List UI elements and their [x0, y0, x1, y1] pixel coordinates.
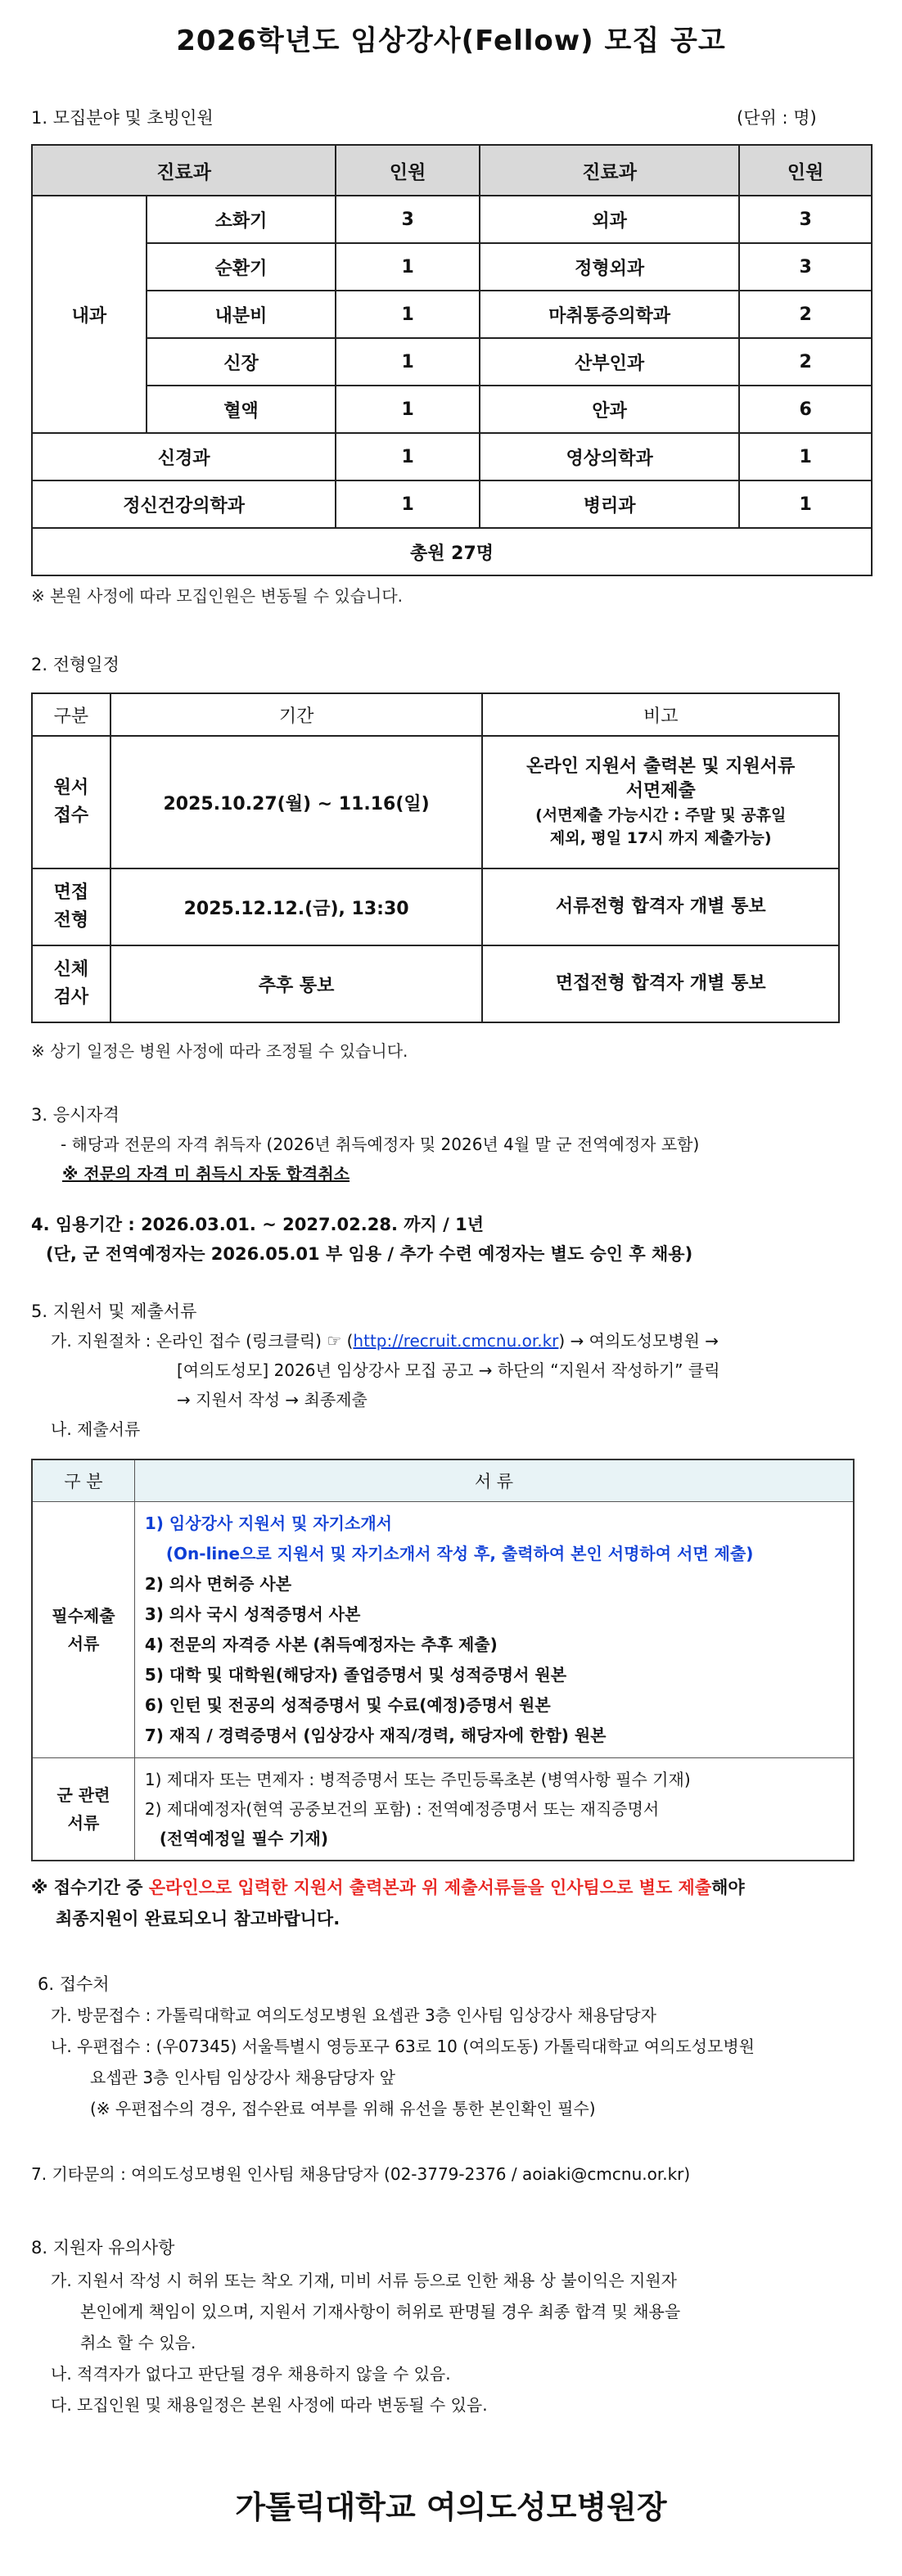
- count-cell: 1: [336, 291, 480, 338]
- required-docs-label: [32, 1502, 134, 1758]
- header-dept-2: 진료과: [480, 145, 739, 196]
- table-row: [32, 386, 872, 433]
- list-item: 4) 전문의 자격증 사본 (취득예정자는 추후 제출): [144, 1635, 498, 1654]
- count-cell: 1: [336, 338, 480, 386]
- count-cell: 1: [336, 386, 480, 433]
- table-row: [32, 1758, 854, 1861]
- header-category: 구 분: [32, 1459, 134, 1502]
- stage-label-line: 신체: [53, 959, 89, 980]
- list-item: 1) 제대자 또는 면제자 : 병적증명서 또는 주민등록초본 (병역사항 필수 기재): [144, 1770, 691, 1789]
- dept-cell: 안과: [480, 386, 739, 433]
- dept-cell: 마취통증의학과: [480, 291, 739, 338]
- header-count: 인원: [336, 145, 480, 196]
- application-procedure: [51, 1328, 719, 1354]
- visit-submission: 가. 방문접수 : 가톨릭대학교 여의도성모병원 요셉관 3층 인사팀 임상강사 채용담당자: [51, 2005, 656, 2025]
- documents-label: 나. 제출서류: [51, 1419, 141, 1439]
- stage-label: [32, 868, 110, 945]
- stage-remark: [482, 736, 839, 868]
- count-cell: 6: [739, 386, 872, 433]
- schedule-note: ※ 상기 일정은 병원 사정에 따라 조정될 수 있습니다.: [31, 1041, 408, 1061]
- documents-table: [31, 1459, 855, 1861]
- mail-submission-line-2: 요셉관 3층 인사팀 임상강사 채용담당자 앞: [90, 2068, 395, 2087]
- stage-label-line: 전형: [53, 910, 89, 931]
- dept-cell: 소화기: [147, 196, 336, 243]
- stage-label-line: 원서: [53, 778, 89, 798]
- table-row: [32, 291, 872, 338]
- hospital-director-signature: 가톨릭대학교 여의도성모병원장: [235, 2489, 667, 2525]
- procedure-text: 가. 지원절차 : 온라인 접수 (링크클릭) ☞ (: [51, 1331, 354, 1351]
- caution-c: 다. 모집인원 및 채용일정은 본원 사정에 따라 변동될 수 있음.: [51, 2395, 488, 2415]
- appointment-period: 4. 임용기간 : 2026.03.01. ~ 2027.02.28. 까지 / 1년: [31, 1215, 485, 1234]
- internal-medicine-group: 내과: [32, 196, 147, 433]
- procedure-line-3: → 지원서 작성 → 최종제출: [177, 1390, 368, 1410]
- caution-a-line-1: 가. 지원서 작성 시 허위 또는 착오 기재, 미비 서류 등으로 인한 채용 상 불이익은 지원자: [51, 2271, 677, 2290]
- recruit-table: [31, 144, 873, 576]
- dept-cell: 산부인과: [480, 338, 739, 386]
- list-item: (전역예정일 필수 기재): [159, 1829, 328, 1848]
- stage-label: [32, 945, 110, 1022]
- schedule-table: [31, 692, 840, 1023]
- contact-info: 7. 기타문의 : 여의도성모병원 인사팀 채용담당자 (02-3779-2376 / aoiaki@cmcnu.or.kr): [31, 2164, 691, 2184]
- caution-b: 나. 적격자가 없다고 판단될 경우 채용하지 않을 수 있음.: [51, 2364, 451, 2384]
- dept-cell: 정형외과: [480, 243, 739, 291]
- dept-cell: 혈액: [147, 386, 336, 433]
- list-item: 1) 임상강사 지원서 및 자기소개서: [144, 1514, 392, 1533]
- category-line: 필수제출: [52, 1606, 115, 1626]
- stage-label: [32, 736, 110, 868]
- stage-label-line: 검사: [53, 987, 89, 1008]
- required-docs-list: [134, 1502, 854, 1758]
- table-row: [32, 528, 872, 575]
- count-cell: 3: [336, 196, 480, 243]
- section-5-heading: 5. 지원서 및 제출서류: [31, 1302, 197, 1321]
- header-dept: 진료과: [32, 145, 336, 196]
- remark-line: 서면제출: [625, 781, 696, 801]
- dept-cell: 신경과: [32, 433, 336, 480]
- section-8-heading: 8. 지원자 유의사항: [31, 2238, 175, 2258]
- category-line: 군 관련: [56, 1785, 110, 1805]
- dept-cell: 내분비: [147, 291, 336, 338]
- stage-period: 2025.10.27(월) ~ 11.16(일): [110, 736, 483, 868]
- mail-submission-note: (※ 우편접수의 경우, 접수완료 여부를 위해 유선을 통한 본인확인 필수): [90, 2099, 596, 2118]
- header-remark: 비고: [482, 693, 839, 736]
- count-cell: 2: [739, 338, 872, 386]
- recruit-note: ※ 본원 사정에 따라 모집인원은 변동될 수 있습니다.: [31, 586, 404, 606]
- page-title: 2026학년도 임상강사(Fellow) 모집 공고: [176, 25, 726, 57]
- count-cell: 3: [739, 196, 872, 243]
- remark-line: 온라인 지원서 출력본 및 지원서류: [526, 756, 796, 777]
- count-cell: 2: [739, 291, 872, 338]
- dept-cell: 순환기: [147, 243, 336, 291]
- header-category: 구분: [32, 693, 110, 736]
- stage-remark: 면접전형 합격자 개별 통보: [482, 945, 839, 1022]
- list-item: 3) 의사 국시 성적증명서 사본: [144, 1604, 361, 1624]
- header-period: 기간: [110, 693, 483, 736]
- stage-period: 추후 통보: [110, 945, 483, 1022]
- table-row: [32, 736, 839, 868]
- table-row: [32, 480, 872, 528]
- category-line: 서류: [67, 1813, 100, 1833]
- submission-notice: [31, 1874, 745, 1901]
- count-cell: 1: [739, 433, 872, 480]
- caution-a-line-3: 취소 할 수 있음.: [80, 2333, 196, 2353]
- count-cell: 1: [336, 243, 480, 291]
- caution-a-line-2: 본인에게 책임이 있으며, 지원서 기재사항이 허위로 판명될 경우 최종 합격 및 채용을: [80, 2302, 681, 2321]
- header-count-2: 인원: [739, 145, 872, 196]
- notice-text: ※ 접수기간 중: [31, 1878, 149, 1897]
- section-6-heading: 6. 접수처: [38, 1974, 110, 1994]
- dept-cell: 병리과: [480, 480, 739, 528]
- recruit-link[interactable]: http://recruit.cmcnu.or.kr: [353, 1331, 559, 1351]
- procedure-text: ) → 여의도성모병원 →: [558, 1331, 719, 1351]
- stage-label-line: 면접: [53, 882, 89, 903]
- notice-highlight: 온라인으로 입력한 지원서 출력본과 위 제출서류들을 인사팀으로 별도 제출: [148, 1878, 712, 1897]
- qualification-line: - 해당과 전문의 자격 취득자 (2026년 취득예정자 및 2026년 4월 말 군 전역예정자 포함): [61, 1135, 700, 1154]
- table-row: [32, 196, 872, 243]
- count-cell: 1: [739, 480, 872, 528]
- procedure-line-2: [여의도성모] 2026년 임상강사 모집 공고 → 하단의 “지원서 작성하기” 클릭: [177, 1360, 720, 1380]
- section-3-heading: 3. 응시자격: [31, 1105, 120, 1125]
- military-docs-label: [32, 1758, 134, 1861]
- table-row: [32, 433, 872, 480]
- table-row: [32, 243, 872, 291]
- list-item: 7) 재직 / 경력증명서 (임상강사 재직/경력, 해당자에 한함) 원본: [144, 1726, 607, 1745]
- count-cell: 1: [336, 480, 480, 528]
- remark-line: (서면제출 가능시간 : 주말 및 공휴일: [535, 806, 787, 824]
- stage-remark: 서류전형 합격자 개별 통보: [482, 868, 839, 945]
- header-documents: 서 류: [134, 1459, 854, 1502]
- list-item: 6) 인턴 및 전공의 성적증명서 및 수료(예정)증명서 원본: [144, 1695, 551, 1715]
- table-row: [32, 868, 839, 945]
- appointment-note: (단, 군 전역예정자는 2026.05.01 부 임용 / 추가 수련 예정자는 별도 승인 후 채용): [46, 1244, 693, 1264]
- table-row: [32, 945, 839, 1022]
- dept-cell: 외과: [480, 196, 739, 243]
- section-2-heading: 2. 전형일정: [31, 655, 120, 674]
- recruit-table-header: [32, 145, 872, 196]
- dept-cell: 신장: [147, 338, 336, 386]
- stage-label-line: 접수: [53, 805, 89, 826]
- list-item: 2) 제대예정자(현역 공중보건의 포함) : 전역예정증명서 또는 재직증명서: [144, 1799, 660, 1819]
- list-item: 5) 대학 및 대학원(해당자) 졸업증명서 및 성적증명서 원본: [144, 1665, 567, 1685]
- schedule-table-header: [32, 693, 839, 736]
- military-docs-list: [134, 1758, 854, 1861]
- dept-cell: 영상의학과: [480, 433, 739, 480]
- unit-label: (단위 : 명): [737, 108, 817, 128]
- notice-text: 해야: [711, 1878, 745, 1897]
- dept-cell: 정신건강의학과: [32, 480, 336, 528]
- table-row: [32, 338, 872, 386]
- section-1-heading: 1. 모집분야 및 초빙인원: [31, 108, 214, 128]
- submission-notice-line-2: 최종지원이 완료되오니 참고바랍니다.: [56, 1909, 341, 1929]
- count-cell: 3: [739, 243, 872, 291]
- qualification-warning: ※ 전문의 자격 미 취득시 자동 합격취소: [62, 1164, 350, 1184]
- stage-period: 2025.12.12.(금), 13:30: [110, 868, 483, 945]
- list-item: 2) 의사 면허증 사본: [144, 1574, 292, 1594]
- remark-line: 제외, 평일 17시 까지 제출가능): [549, 829, 772, 847]
- total-cell: 총원 27명: [32, 528, 872, 575]
- category-line: 서류: [67, 1634, 100, 1653]
- table-row: [32, 1502, 854, 1758]
- documents-table-header: [32, 1459, 854, 1502]
- count-cell: 1: [336, 433, 480, 480]
- mail-submission: 나. 우편접수 : (우07345) 서울특별시 영등포구 63로 10 (여의도동) 가톨릭대학교 여의도성모병원: [51, 2037, 755, 2056]
- list-item: (On-line으로 지원서 및 자기소개서 작성 후, 출력하여 본인 서명하여 서면 제출): [165, 1544, 754, 1563]
